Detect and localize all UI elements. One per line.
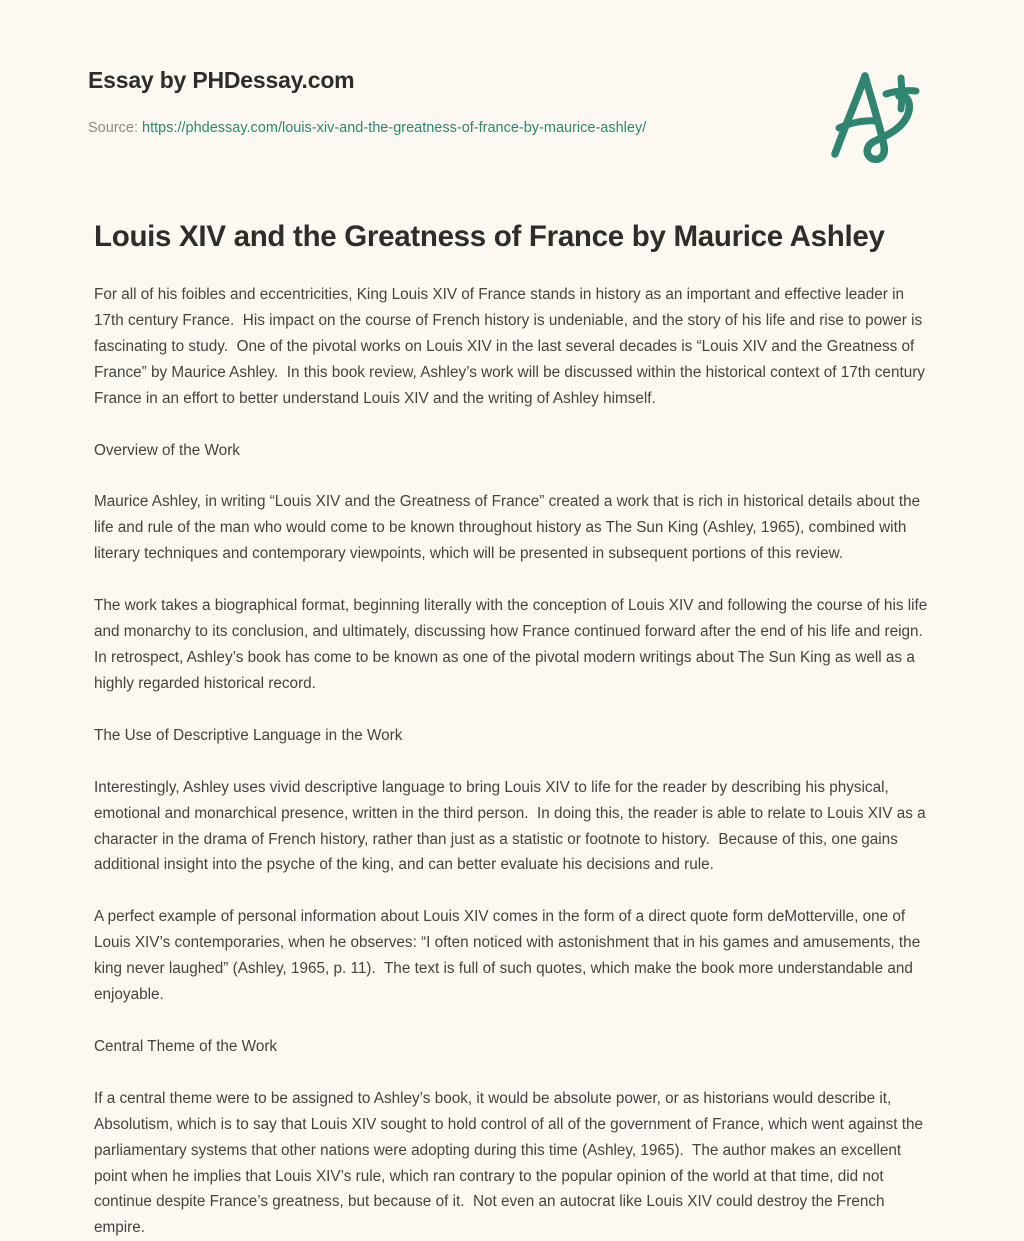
page-title: Louis XIV and the Greatness of France by Maurice Ashley: [94, 220, 885, 253]
paragraph: For all of his foibles and eccentricities, King Louis XIV of France stands in history as an important and effective leader in 17th century France. His impact on the course of French history is undeniable, and the story of his life and rise to power is fascinating to study. One of the pivotal works on Louis XIV in the last several decades is “Louis XIV and the Greatness of France” by Maurice Ashley. In this book review, Ashley’s work will be discussed within the historical context of 17th century France in an effort to better understand Louis XIV and the writing of Ashley himself.: [94, 286, 930, 407]
source-label: Source:: [88, 120, 138, 136]
brand-title: Essay by PHDessay.com: [88, 67, 355, 93]
paragraph: The work takes a biographical format, beginning literally with the conception of Louis XIV and following the course of his life and monarchy to its conclusion, and ultimately, discussing how France continued forward after the end of his life and reign. In retrospect, Ashley’s book has come to be known as one of the pivotal modern writings about The Sun King as well as a highly regarded historical record.: [94, 597, 932, 692]
paragraph: If a central theme were to be assigned to Ashley’s book, it would be absolute power, or as historians would describe it, Absolutism, which is to say that Louis XIV sought to hold control of all of the government of France, which went against the parliamentary systems that other nations were adopting during this time (Ashley, 1965). The author makes an excellent point when he implies that Louis XIV’s rule, which ran contrary to the popular opinion of the world at that time, did not continue despite France’s greatness, but because of it. Not even an autocrat like Louis XIV could destroy the French empire.: [94, 1089, 928, 1237]
paragraph: Maurice Ashley, in writing “Louis XIV and the Greatness of France” created a work that is rich in historical details about the life and rule of the man who would come to be known throughout history as The Sun King (Ashley, 1965), combined with literary techniques and contemporary viewpoints, which will be presented in subsequent portions of this review.: [94, 493, 925, 563]
source-line: [88, 120, 646, 136]
phdessay-a-plus-logo-icon: [818, 62, 928, 167]
source-url-link[interactable]: https://phdessay.com/louis-xiv-and-the-greatness-of-france-by-maurice-ashley/: [142, 120, 647, 136]
section-heading-overview: Overview of the Work: [94, 441, 240, 459]
section-heading-descriptive-language: The Use of Descriptive Language in the Work: [94, 726, 403, 744]
page-header: [0, 0, 1024, 200]
a-plus-logo-glyph: [818, 62, 928, 167]
section-heading-central-theme: Central Theme of the Work: [94, 1037, 278, 1055]
paragraph: Interestingly, Ashley uses vivid descriptive language to bring Louis XIV to life for the reader by describing his physical, emotional and monarchical presence, written in the third person. In doing this, the reader is able to relate to Louis XIV as a character in the drama of French history, rather than just as a statistic or footnote to history. Because of this, one gains additional insight into the psyche of the king, and can better evaluate his decisions and rule.: [94, 778, 930, 874]
paragraph: A perfect example of personal information about Louis XIV comes in the form of a direct quote form deMotterville, one of Louis XIV’s contemporaries, when he observes: “I often noticed with astonishment that in his games and amusements, the king never laughed” (Ashley, 1965, p. 11). The text is full of such quotes, which make the book more understandable and enjoyable.: [94, 908, 925, 1004]
document-body: [0, 200, 1024, 1241]
